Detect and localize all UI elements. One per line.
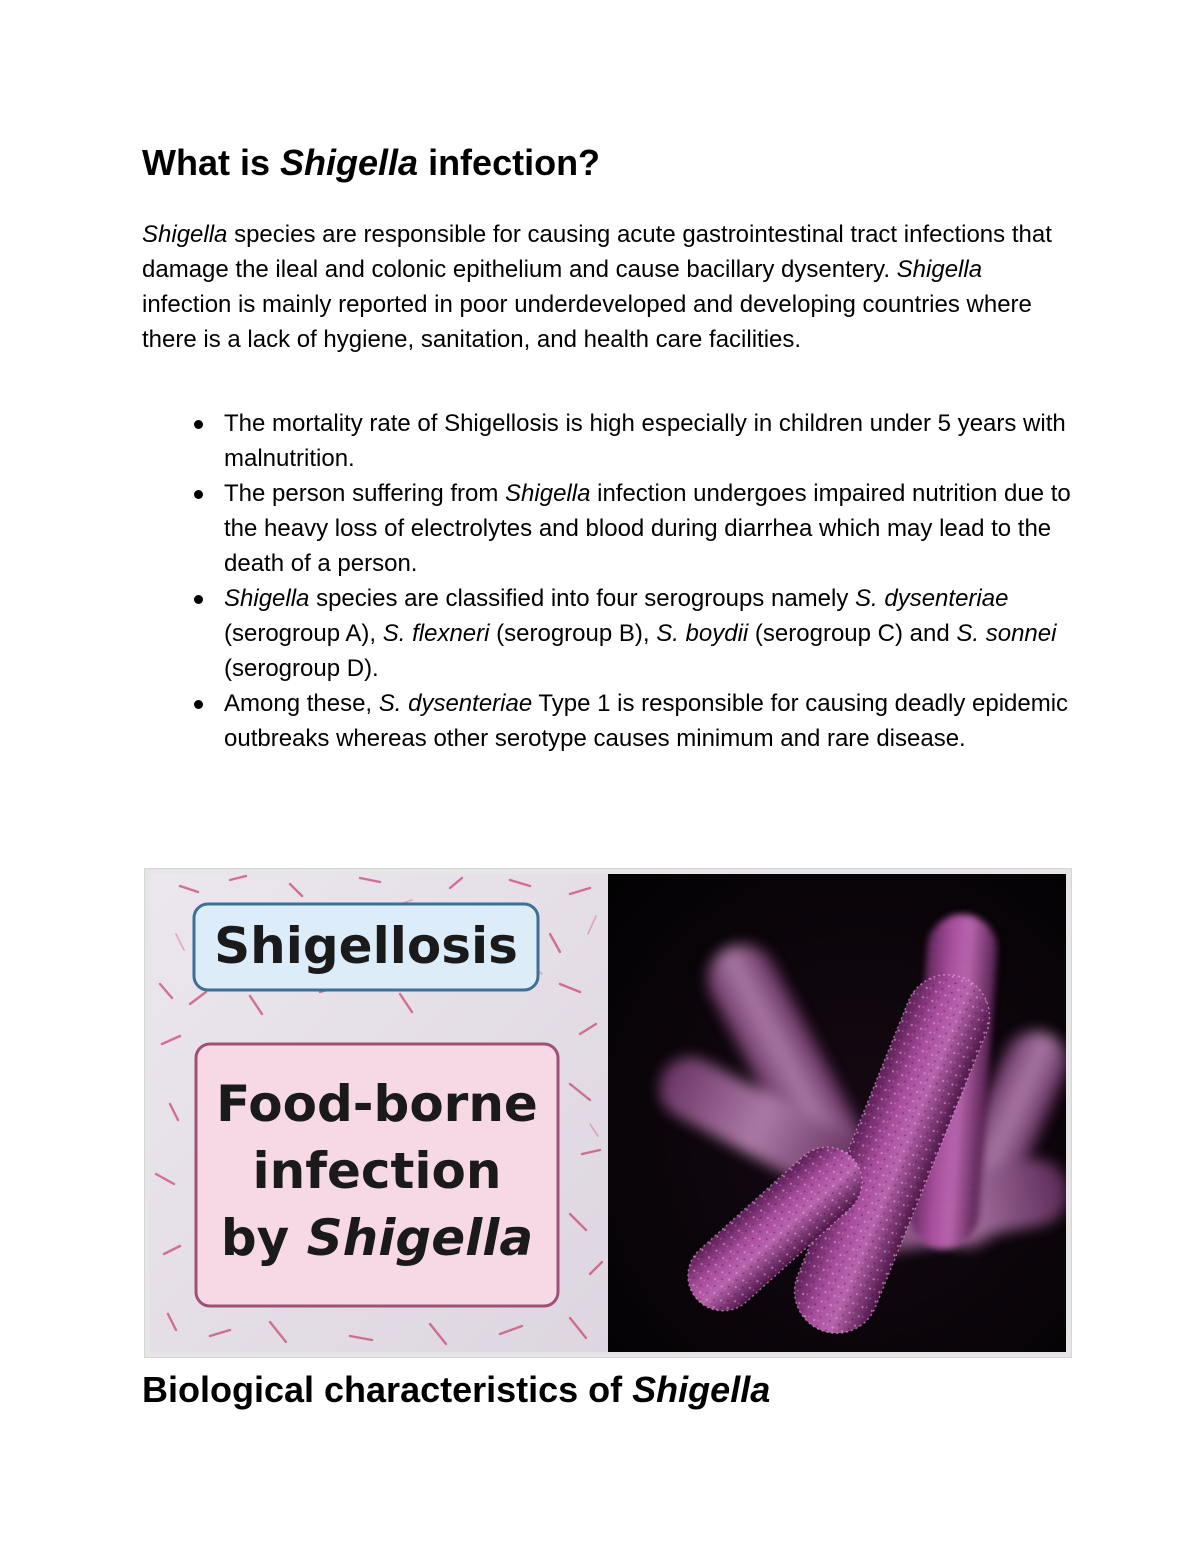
italic-term: S. boydii [656,620,749,647]
micrograph-panel [150,874,608,1352]
text-run: Among these, [224,690,379,717]
heading-italic-term: Shigella [280,142,419,183]
figure-subtitle-italic: Shigella [306,1209,534,1267]
text-run: (serogroup C) and [748,620,957,647]
heading-italic-term: Shigella [632,1369,771,1410]
heading-text-end: infection? [418,142,601,183]
list-item [224,406,1074,476]
text-run: species are classified into four serogroups namely [309,585,856,612]
italic-term: S. sonnei [956,620,1057,647]
figure-illustration [150,874,1066,1352]
figure-title-label: Shigellosis [214,917,518,975]
italic-term: S. dysenteriae [855,585,1009,612]
italic-term: S. flexneri [382,620,490,647]
list-item [224,581,1074,686]
figure-subtitle-prefix: by [220,1209,307,1267]
bullet-dot-icon [194,700,203,709]
italic-term: Shigella [896,256,983,283]
italic-term: Shigella [142,221,228,248]
bullet-dot-icon [194,490,203,499]
list-item [224,686,1074,756]
italic-term: Shigella [224,585,310,612]
figure-subtitle-line2: infection [252,1142,502,1200]
text-run: Type 1 is responsible for causing deadly epidemic outbreaks whereas other serotype causes minimum and rare disease. [224,690,1069,752]
heading-biological-characteristics [142,1368,770,1412]
italic-term: S. dysenteriae [378,690,533,717]
bullet-dot-icon [194,595,203,604]
text-run: (serogroup D). [224,655,379,682]
figure-subtitle-line3 [221,1209,533,1267]
list-item [224,476,1074,581]
italic-term: Shigella [505,480,591,507]
figure-subtitle-line1: Food-borne [216,1075,538,1133]
bullet-dot-icon [194,420,203,429]
text-run: infection is mainly reported in poor underdeveloped and developing countries where there is a lack of hygiene, sanitation, and health care facilities. [142,291,1032,353]
shigellosis-figure [144,868,1072,1358]
text-run: (serogroup A), [224,620,383,647]
text-run: species are responsible for causing acute gastrointestinal tract infections that damage the ileal and colonic epithelium and cause bacillary dysentery. [142,221,1052,283]
bullet-list [224,406,1074,756]
heading-text: What is [142,142,281,183]
text-run: The mortality rate of Shigellosis is high especially in children under 5 years with malnutrition. [224,410,1066,472]
intro-paragraph [142,217,1062,357]
text-run: The person suffering from [224,480,506,507]
heading-text: Biological characteristics of [142,1369,633,1410]
text-run: infection undergoes impaired nutrition due to the heavy loss of electrolytes and blood during diarrhea which may lead to the death of a person. [224,480,1071,577]
bacteria-render-panel [608,874,1066,1352]
heading-what-is-shigella [142,141,600,185]
text-run: (serogroup B), [489,620,657,647]
